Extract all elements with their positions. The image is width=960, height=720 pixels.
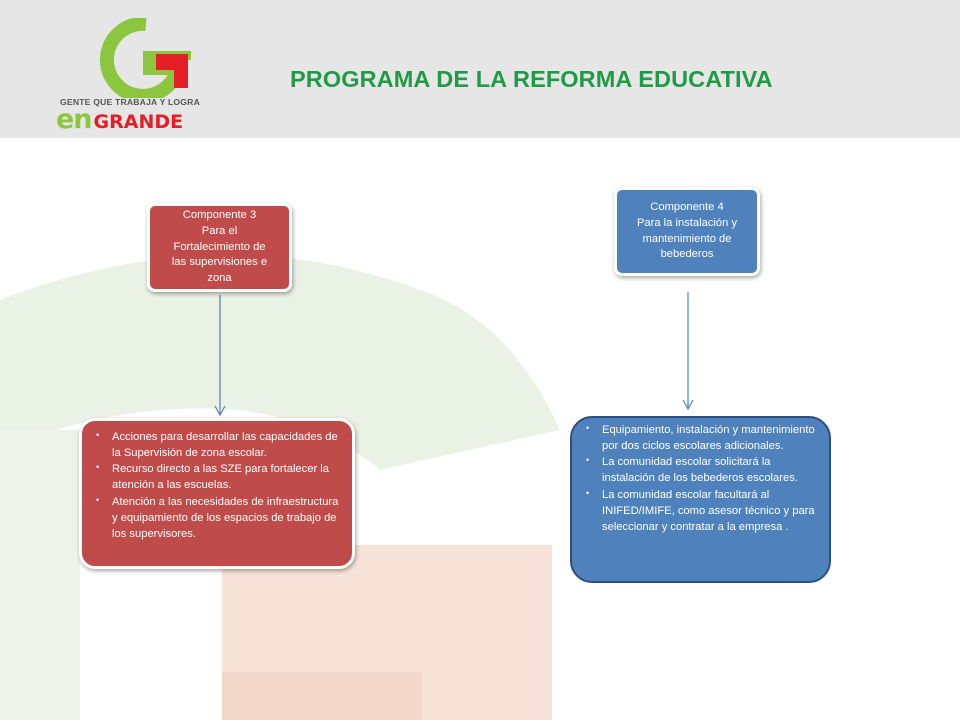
- component3-line: las supervisiones e: [171, 256, 268, 269]
- component4-list: [578, 422, 815, 535]
- list-item: • La comunidad escolar solicitará la instalación de los bebederos escolares.: [578, 454, 815, 486]
- component4-line: mantenimiento de: [642, 232, 732, 245]
- list-item: • Recurso directo a las SZE para fortalecer la atención a las escuelas.: [88, 461, 342, 493]
- component3-line: zona: [207, 272, 232, 285]
- list-item: • Acciones para desarrollar las capacidades de la Supervisión de zona escolar.: [88, 429, 342, 461]
- component3-line: Fortalecimiento de: [173, 240, 266, 253]
- component4-box: [614, 187, 760, 276]
- component4-line: Componente 4: [650, 200, 724, 213]
- logo-en: en: [56, 104, 92, 135]
- component4-details: [570, 416, 831, 583]
- logo-grande: GRANDE: [93, 111, 184, 133]
- component4-line: Para la instalación y: [636, 216, 738, 229]
- component3-line: Componente 3: [182, 208, 257, 221]
- list-item: • Atención a las necesidades de infraestructura y equipamiento de los espacios de trabajo de los supervisores.: [88, 494, 342, 542]
- component4-line: bebederos: [660, 248, 714, 261]
- list-item: • La comunidad escolar facultará al INIFED/IMIFE, como asesor técnico y para seleccionar y contratar a la empresa .: [578, 487, 815, 535]
- component3-line: Para el: [201, 224, 238, 237]
- component3-box: [147, 203, 292, 292]
- list-item: • Equipamiento, instalación y mantenimiento por dos ciclos escolares adicionales.: [578, 422, 815, 454]
- logo-tagline: GENTE QUE TRABAJA Y LOGRA: [60, 97, 200, 107]
- component3-list: [88, 429, 342, 542]
- component3-details: [79, 418, 355, 569]
- page-title: PROGRAMA DE LA REFORMA EDUCATIVA: [290, 66, 773, 92]
